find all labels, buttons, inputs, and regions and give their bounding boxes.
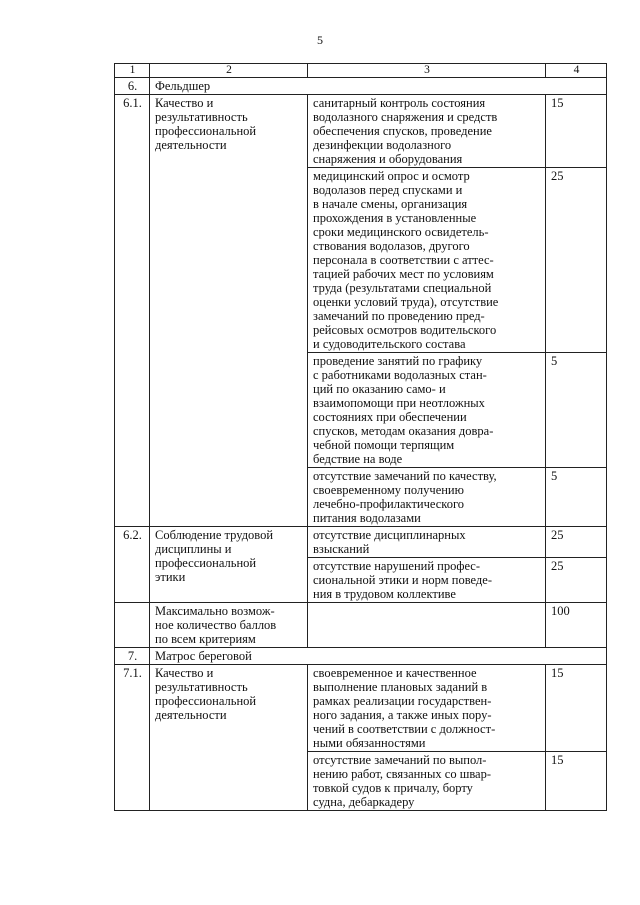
criterion-number: 7.1. [115, 665, 150, 811]
indicator-text-line: санитарный контроль состояния [313, 96, 486, 110]
indicator-text-line: чений в соответствии с должност- [313, 722, 496, 736]
indicator-text-line: питания водолазами [313, 511, 421, 525]
section-position: Матрос береговой [150, 648, 607, 665]
column-number: 2 [150, 64, 308, 78]
total-number-blank [115, 603, 150, 648]
indicator-text-line: персонала в соответствии с аттес- [313, 253, 494, 267]
indicator-text-line: ствования водолазов, другого [313, 239, 470, 253]
indicator-text-line: лечебно-профилактического [313, 497, 465, 511]
indicator-text-line: отсутствие замечаний по качеству, [313, 469, 497, 483]
indicator-text-line: дезинфекции водолазного [313, 138, 452, 152]
indicator-text-line: обеспечения спусков, проведение [313, 124, 492, 138]
indicator-text [308, 527, 546, 558]
total-indicator-blank [308, 603, 546, 648]
indicator-text-line: труда (результатами специальной [313, 281, 492, 295]
column-number-row [115, 64, 607, 78]
indicator-text-line: с работниками водолазных стан- [313, 368, 487, 382]
indicator-score: 5 [546, 353, 607, 468]
criterion-name-line: Качество и [155, 96, 214, 110]
indicator-text-line: снаряжения и оборудования [313, 152, 463, 166]
criterion-name [150, 665, 308, 811]
indicator-text-line: тацией рабочих мест по условиям [313, 267, 494, 281]
indicator-text-line: сиональной этики и норм поведе- [313, 573, 493, 587]
indicator-text-line: оценки условий труда), отсутствие [313, 295, 499, 309]
criterion-name-line: результативность [155, 680, 248, 694]
indicator-score: 15 [546, 95, 607, 168]
indicator-text-line: выполнение плановых заданий в [313, 680, 488, 694]
indicator-text-line: водолазного снаряжения и средств [313, 110, 498, 124]
total-label-line: по всем критериям [155, 632, 256, 646]
indicator-text-line: состояниях при обеспечении [313, 410, 467, 424]
column-number: 1 [115, 64, 150, 78]
indicator-text-line: чебной помощи терпящим [313, 438, 455, 452]
indicator-score: 25 [546, 168, 607, 353]
indicator-text-line: товкой судов к причалу, борту [313, 781, 473, 795]
total-label-line: ное количество баллов [155, 618, 277, 632]
indicator-text-line: взысканий [313, 542, 370, 556]
criterion-name-line: деятельности [155, 138, 227, 152]
criterion-name-line: профессиональной [155, 556, 257, 570]
section-number: 7. [115, 648, 150, 665]
criterion-name-line: деятельности [155, 708, 227, 722]
section-header-row [115, 78, 607, 95]
indicator-text-line: водолазов перед спусками и [313, 183, 463, 197]
indicator-text-line: замечаний по проведению пред- [313, 309, 485, 323]
criterion-name [150, 95, 308, 527]
indicator-text-line: своевременному получению [313, 483, 464, 497]
indicator-text-line: в начале смены, организация [313, 197, 468, 211]
indicator-text-line: своевременное и качественное [313, 666, 477, 680]
indicator-score: 5 [546, 468, 607, 527]
criterion-name-line: профессиональной [155, 124, 257, 138]
indicator-text-line: рамках реализации государствен- [313, 694, 492, 708]
indicator-text-line: проведение занятий по графику [313, 354, 483, 368]
indicator-text-line: ными обязанностями [313, 736, 426, 750]
indicator-text-line: судна, дебаркадеру [313, 795, 415, 809]
indicator-text [308, 353, 546, 468]
criterion-name-line: этики [155, 570, 186, 584]
indicator-text [308, 665, 546, 752]
criterion-number: 6.1. [115, 95, 150, 527]
indicator-text-line: спусков, методам оказания довра- [313, 424, 494, 438]
criterion-name-line: Качество и [155, 666, 214, 680]
total-score: 100 [546, 603, 607, 648]
indicator-score: 25 [546, 527, 607, 558]
indicator-text-line: прохождения в установленные [313, 211, 477, 225]
indicator-text [308, 168, 546, 353]
indicator-text-line: отсутствие нарушений профес- [313, 559, 481, 573]
criterion-name [150, 527, 308, 603]
indicator-text-line: нению работ, связанных со швар- [313, 767, 492, 781]
section-position: Фельдшер [150, 78, 607, 95]
indicator-text-line: ций по оказанию само- и [313, 382, 446, 396]
criterion-name-line: результативность [155, 110, 248, 124]
criterion-row [115, 95, 607, 168]
column-number: 3 [308, 64, 546, 78]
indicator-text [308, 558, 546, 603]
indicator-score: 15 [546, 752, 607, 811]
criterion-number: 6.2. [115, 527, 150, 603]
indicator-text-line: отсутствие дисциплинарных [313, 528, 466, 542]
criterion-name-line: профессиональной [155, 694, 257, 708]
indicator-text-line: бедствие на воде [313, 452, 403, 466]
criterion-name-line: Соблюдение трудовой [155, 528, 274, 542]
indicator-text [308, 752, 546, 811]
indicator-text-line: ния в трудовом коллективе [313, 587, 456, 601]
column-number: 4 [546, 64, 607, 78]
indicator-score: 25 [546, 558, 607, 603]
indicator-text-line: ного задания, а также иных пору- [313, 708, 492, 722]
page-number: 5 [317, 33, 323, 47]
indicator-text-line: взаимопомощи при неотложных [313, 396, 485, 410]
indicator-text-line: и судоводительского состава [313, 337, 466, 351]
criteria-table [114, 63, 607, 811]
indicator-text-line: отсутствие замечаний по выпол- [313, 753, 487, 767]
total-label [150, 603, 308, 648]
indicator-text [308, 468, 546, 527]
indicator-text-line: медицинский опрос и осмотр [313, 169, 470, 183]
indicator-text [308, 95, 546, 168]
criterion-name-line: дисциплины и [155, 542, 232, 556]
section-header-row [115, 648, 607, 665]
indicator-score: 15 [546, 665, 607, 752]
indicator-text-line: сроки медицинского освидетель- [313, 225, 489, 239]
criterion-row [115, 527, 607, 558]
section-number: 6. [115, 78, 150, 95]
criterion-row [115, 665, 607, 752]
indicator-text-line: рейсовых осмотров водительского [313, 323, 497, 337]
total-row [115, 603, 607, 648]
total-label-line: Максимально возмож- [155, 604, 275, 618]
